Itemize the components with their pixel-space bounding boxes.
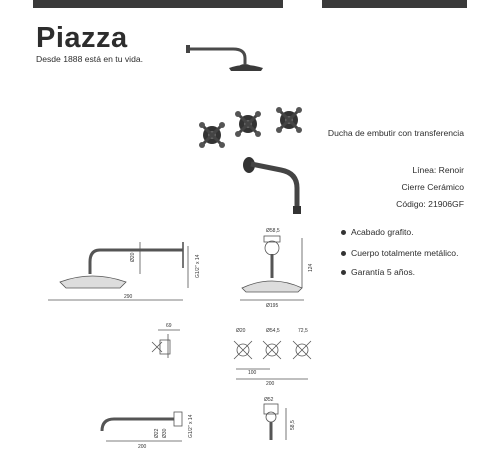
dim-spout-front-d: Ø52 — [264, 397, 274, 403]
bullet-icon — [341, 270, 346, 275]
product-photos — [185, 40, 325, 225]
feature-item: Garantía 5 años. — [341, 267, 415, 277]
feature-item: Cuerpo totalmente metálico. — [341, 248, 458, 258]
dim-handle-d1: Ø20 — [236, 328, 246, 334]
dim-handle-total: 200 — [266, 381, 275, 387]
dim-handle-spacing: 100 — [248, 370, 257, 376]
handle-photo — [276, 107, 302, 133]
dim-spout-thread: G1/2" x 14 — [188, 414, 194, 438]
product-code: Código: 21906GF — [396, 199, 464, 209]
shower-front-drawing — [240, 236, 304, 300]
handle-photo — [199, 122, 225, 148]
bullet-icon — [341, 230, 346, 235]
dim-arm-length: 290 — [124, 294, 133, 300]
brand-logo: Piazza — [36, 22, 128, 54]
dim-handle-offset: 72,5 — [298, 328, 308, 334]
top-bar-right — [322, 0, 467, 8]
handle-side-drawing — [152, 330, 180, 358]
dim-head-diameter: Ø195 — [266, 303, 279, 309]
shower-side-drawing — [48, 242, 188, 300]
spout-front-drawing — [264, 404, 286, 440]
dim-spout-d2: Ø30 — [162, 428, 168, 438]
dim-top-diameter: Ø58,5 — [266, 228, 280, 234]
dim-spout-length: 200 — [138, 444, 147, 450]
product-title: Ducha de embutir con transferencia — [327, 128, 464, 138]
dim-head-height: 124 — [308, 263, 314, 272]
top-bar-left — [33, 0, 283, 8]
shower-head-photo — [186, 45, 263, 71]
spout-side-drawing — [102, 412, 182, 441]
product-line: Línea: Renoir — [412, 165, 464, 175]
product-valve: Cierre Cerámico — [401, 182, 464, 192]
dim-arm-thread: G1/2" x 14 — [195, 254, 201, 278]
dim-spout-front-height: 58,5 — [290, 420, 296, 430]
dim-handle-depth: 69 — [166, 323, 172, 329]
dim-arm-diameter: Ø20 — [130, 252, 136, 262]
feature-item: Acabado grafito. — [341, 227, 414, 237]
dim-spout-d1: Ø22 — [154, 428, 160, 438]
dim-handle-d2: Ø54,5 — [266, 328, 280, 334]
brand-tagline: Desde 1888 está en tu vida. — [36, 54, 144, 64]
handles-front-drawing — [234, 341, 311, 379]
bullet-icon — [341, 251, 346, 256]
technical-drawings — [40, 226, 330, 458]
handle-photo — [235, 111, 261, 137]
spout-photo — [243, 157, 301, 214]
